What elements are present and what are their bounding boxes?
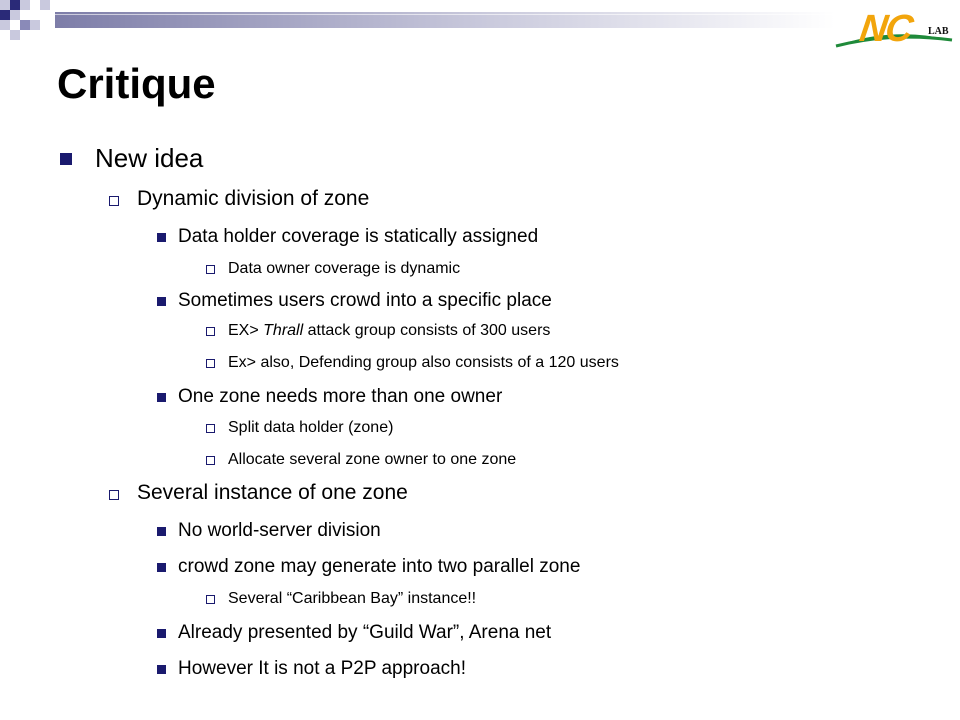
bullet-l4-suffix: attack group consists of 300 users (303, 322, 551, 339)
bullet-l2: Dynamic division of zone (137, 187, 370, 210)
bullet-l4-prefix: EX> (228, 322, 264, 339)
bullet-l4: Data owner coverage is dynamic (228, 260, 461, 277)
bullet-l3: Already presented by “Guild War”, Arena net (178, 622, 552, 643)
bullet-l4: Ex> also, Defending group also consists of a 120 users (228, 354, 619, 371)
bullet-l3: One zone needs more than one owner (178, 386, 503, 407)
bullet-square-icon (157, 527, 166, 536)
bullet-l4: Several “Caribbean Bay” instance!! (228, 590, 477, 607)
nc-lab-logo (832, 6, 956, 56)
logo-suffix: LAB (928, 26, 949, 37)
bullet-hollow-square-icon (109, 490, 119, 500)
bullet-square-icon (157, 665, 166, 674)
bullet-l3: However It is not a P2P approach! (178, 658, 466, 679)
bullet-l3: Data holder coverage is statically assigned (178, 226, 539, 247)
bullet-square-icon (157, 297, 166, 306)
logo-mark: NC (857, 8, 914, 50)
bullet-l3: crowd zone may generate into two parallel zone (178, 556, 581, 577)
bullet-hollow-square-icon (206, 456, 215, 465)
slide-title: Critique (57, 60, 216, 107)
bullet-square-icon (157, 233, 166, 242)
bullet-l1: New idea (95, 143, 204, 173)
bullet-hollow-square-icon (206, 424, 215, 433)
bullet-l4: Allocate several zone owner to one zone (228, 451, 517, 468)
bullet-hollow-square-icon (109, 196, 119, 206)
bullet-hollow-square-icon (206, 595, 215, 604)
header-decoration (0, 0, 960, 60)
bullet-square-icon (157, 393, 166, 402)
bullet-hollow-square-icon (206, 359, 215, 368)
bullet-hollow-square-icon (206, 327, 215, 336)
bullet-square-icon (157, 563, 166, 572)
bullet-l2: Several instance of one zone (137, 481, 408, 504)
bullet-l3: No world-server division (178, 520, 381, 541)
bullet-hollow-square-icon (206, 265, 215, 274)
bullet-l4-emphasis: Thrall (263, 322, 304, 339)
bullet-l4-thrall (228, 322, 550, 340)
bullet-square-icon (157, 629, 166, 638)
bullet-l4: Split data holder (zone) (228, 419, 394, 436)
bullet-square-icon (60, 153, 72, 165)
bullet-l3: Sometimes users crowd into a specific place (178, 290, 552, 311)
